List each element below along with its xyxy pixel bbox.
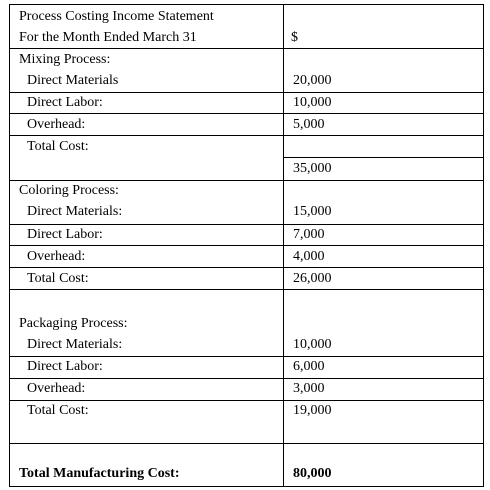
packaging-materials-label: Direct Materials: (27, 337, 123, 352)
packaging-total-value: 19,000 (293, 403, 332, 418)
packaging-labor-value: 6,000 (293, 359, 325, 374)
packaging-materials-value: 10,000 (293, 337, 332, 352)
row-rule (10, 135, 483, 136)
header-rule (10, 48, 483, 49)
coloring-heading: Coloring Process: (19, 183, 119, 198)
packaging-labor-label: Direct Labor: (27, 359, 103, 374)
packaging-overhead-value: 3,000 (293, 381, 325, 396)
cell-rule (283, 157, 483, 158)
coloring-overhead-label: Overhead: (27, 249, 86, 264)
mixing-overhead-value: 5,000 (293, 117, 325, 132)
mixing-heading: Mixing Process: (19, 52, 111, 67)
row-rule (10, 378, 483, 379)
section-rule (10, 289, 483, 290)
coloring-materials-label: Direct Materials: (27, 204, 123, 219)
coloring-overhead-value: 4,000 (293, 249, 325, 264)
total-manufacturing-cost-value: 80,000 (293, 466, 332, 481)
total-manufacturing-cost-label: Total Manufacturing Cost: (19, 466, 180, 481)
mixing-total-value: 35,000 (293, 161, 332, 176)
row-rule (10, 224, 483, 225)
row-rule (10, 113, 483, 114)
coloring-labor-label: Direct Labor: (27, 227, 103, 242)
row-rule (10, 92, 483, 93)
coloring-total-label: Total Cost: (27, 271, 89, 286)
packaging-heading: Packaging Process: (19, 316, 128, 331)
section-rule (10, 443, 483, 444)
coloring-materials-value: 15,000 (293, 204, 332, 219)
mixing-labor-label: Direct Labor: (27, 95, 103, 110)
currency-symbol: $ (291, 30, 298, 45)
mixing-overhead-label: Overhead: (27, 117, 86, 132)
packaging-total-label: Total Cost: (27, 403, 89, 418)
row-rule (10, 356, 483, 357)
mixing-labor-value: 10,000 (293, 95, 332, 110)
packaging-overhead-label: Overhead: (27, 381, 86, 396)
mixing-total-label: Total Cost: (27, 139, 89, 154)
row-rule (10, 245, 483, 246)
statement-title: Process Costing Income Statement (19, 9, 214, 24)
section-rule (10, 180, 483, 181)
coloring-total-value: 26,000 (293, 271, 332, 286)
mixing-materials-value: 20,000 (293, 73, 332, 88)
mixing-materials-label: Direct Materials (27, 73, 119, 88)
statement-period: For the Month Ended March 31 (19, 30, 197, 45)
coloring-labor-value: 7,000 (293, 227, 325, 242)
row-rule (10, 400, 483, 401)
row-rule (10, 267, 483, 268)
process-costing-table (9, 4, 484, 487)
